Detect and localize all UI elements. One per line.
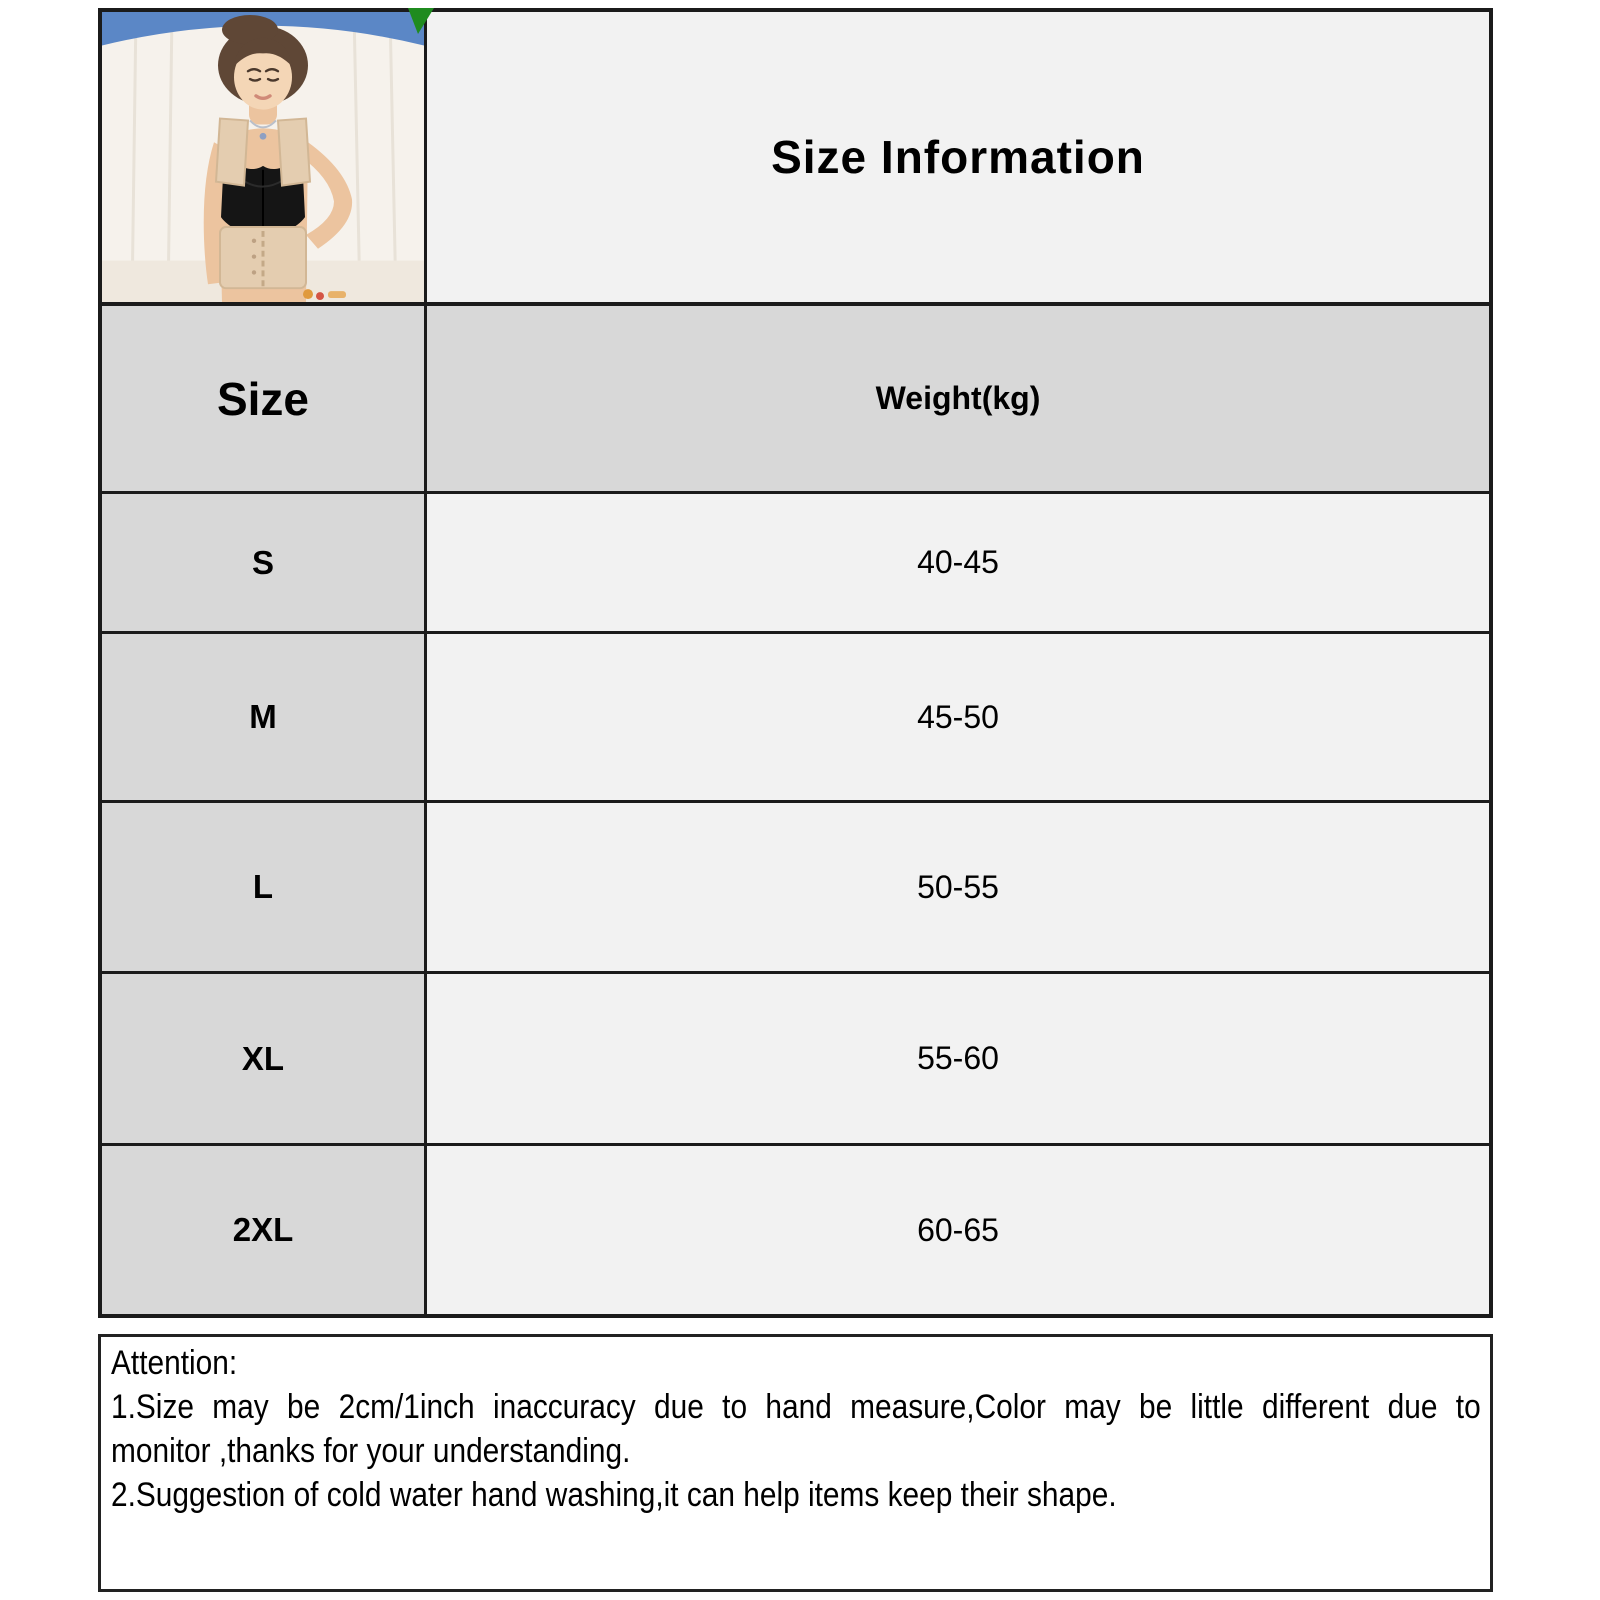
attention-note-line: 1.Size may be 2cm/1inch inaccuracy due to hand measure,Color may be little different due to [111,1388,1481,1426]
table-row [102,1146,1489,1314]
product-photo [102,12,427,302]
table-row [102,634,1489,803]
page-title: Size Information [771,131,1145,183]
attention-box [98,1334,1493,1592]
weight-value: 60-65 [917,1211,999,1248]
size-table [98,8,1493,1318]
attention-note-line: 2.Suggestion of cold water hand washing,it can help items keep their shape. [111,1476,1117,1514]
title-cell [427,12,1489,302]
size-label: L [252,868,274,905]
size-label: XL [241,1039,285,1077]
green-corner-flag-icon [408,8,434,34]
attention-note-line: monitor ,thanks for your understanding. [111,1432,631,1470]
weight-value: 55-60 [917,1040,999,1076]
column-header-size: Size [102,306,427,491]
table-row [102,803,1489,974]
column-header-weight: Weight(kg) [427,306,1489,491]
product-photo-image [102,12,424,302]
table-row [102,494,1489,634]
size-label: S [251,543,274,581]
size-label: 2XL [232,1211,294,1248]
weight-value: 40-45 [917,544,999,580]
size-label: M [249,698,277,735]
attention-heading: Attention: [111,1344,238,1382]
header-row [102,306,1489,494]
weight-value: 50-55 [917,868,999,905]
weight-value: 45-50 [917,698,999,735]
title-row [102,12,1489,306]
table-row [102,974,1489,1146]
